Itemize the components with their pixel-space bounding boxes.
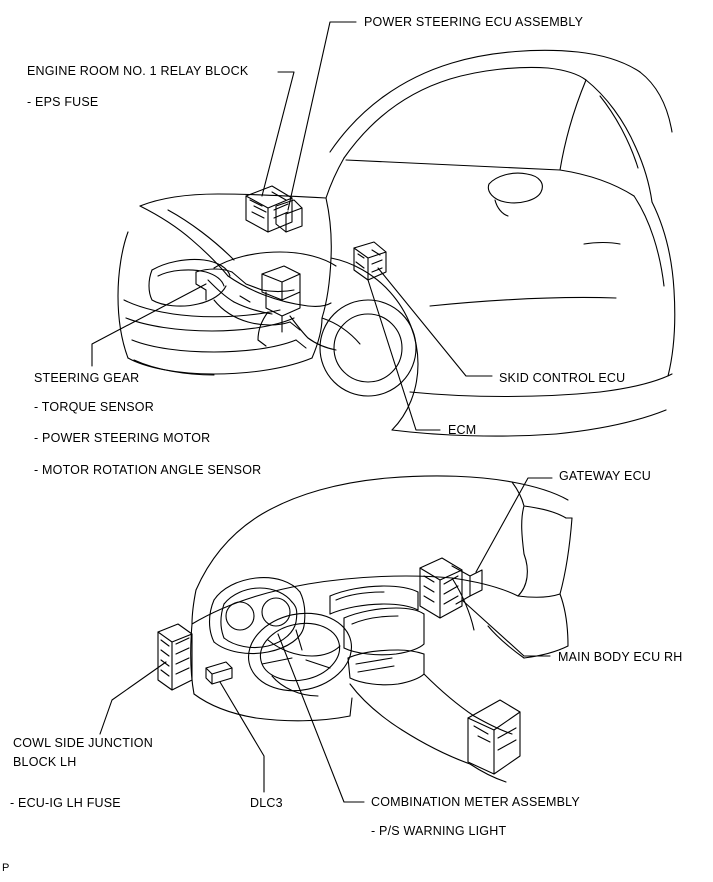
label-torque-sensor: - TORQUE SENSOR [34,400,154,414]
dlc3-part [206,662,232,684]
label-cowl-side-junction-block-lh-line1: COWL SIDE JUNCTION [13,736,153,750]
label-cowl-side-junction-block-lh-line2: BLOCK LH [13,755,77,769]
label-engine-room-no1-relay-block: ENGINE ROOM NO. 1 RELAY BLOCK [27,64,249,78]
label-power-steering-ecu-assembly: POWER STEERING ECU ASSEMBLY [364,15,584,29]
cowl-side-junction-block-part [158,624,192,690]
page-corner-mark: P [2,862,10,874]
label-combination-meter-assembly: COMBINATION METER ASSEMBLY [371,795,580,809]
label-ecm: ECM [448,423,477,437]
label-dlc3: DLC3 [250,796,283,810]
steering-gear-part [196,266,336,350]
label-motor-rotation-angle-sensor: - MOTOR ROTATION ANGLE SENSOR [34,463,262,477]
label-main-body-ecu-rh: MAIN BODY ECU RH [558,650,683,664]
label-eps-fuse: - EPS FUSE [27,95,99,109]
instrument-panel-view [191,476,572,782]
label-gateway-ecu: GATEWAY ECU [559,469,652,483]
label-steering-gear: STEERING GEAR [34,371,140,385]
label-power-steering-motor: - POWER STEERING MOTOR [34,431,211,445]
label-ecu-ig-lh-fuse: - ECU-IG LH FUSE [10,796,121,810]
engine-room-relay-block-part [246,186,292,232]
label-ps-warning-light: - P/S WARNING LIGHT [371,824,507,838]
label-skid-control-ecu: SKID CONTROL ECU [499,371,626,385]
